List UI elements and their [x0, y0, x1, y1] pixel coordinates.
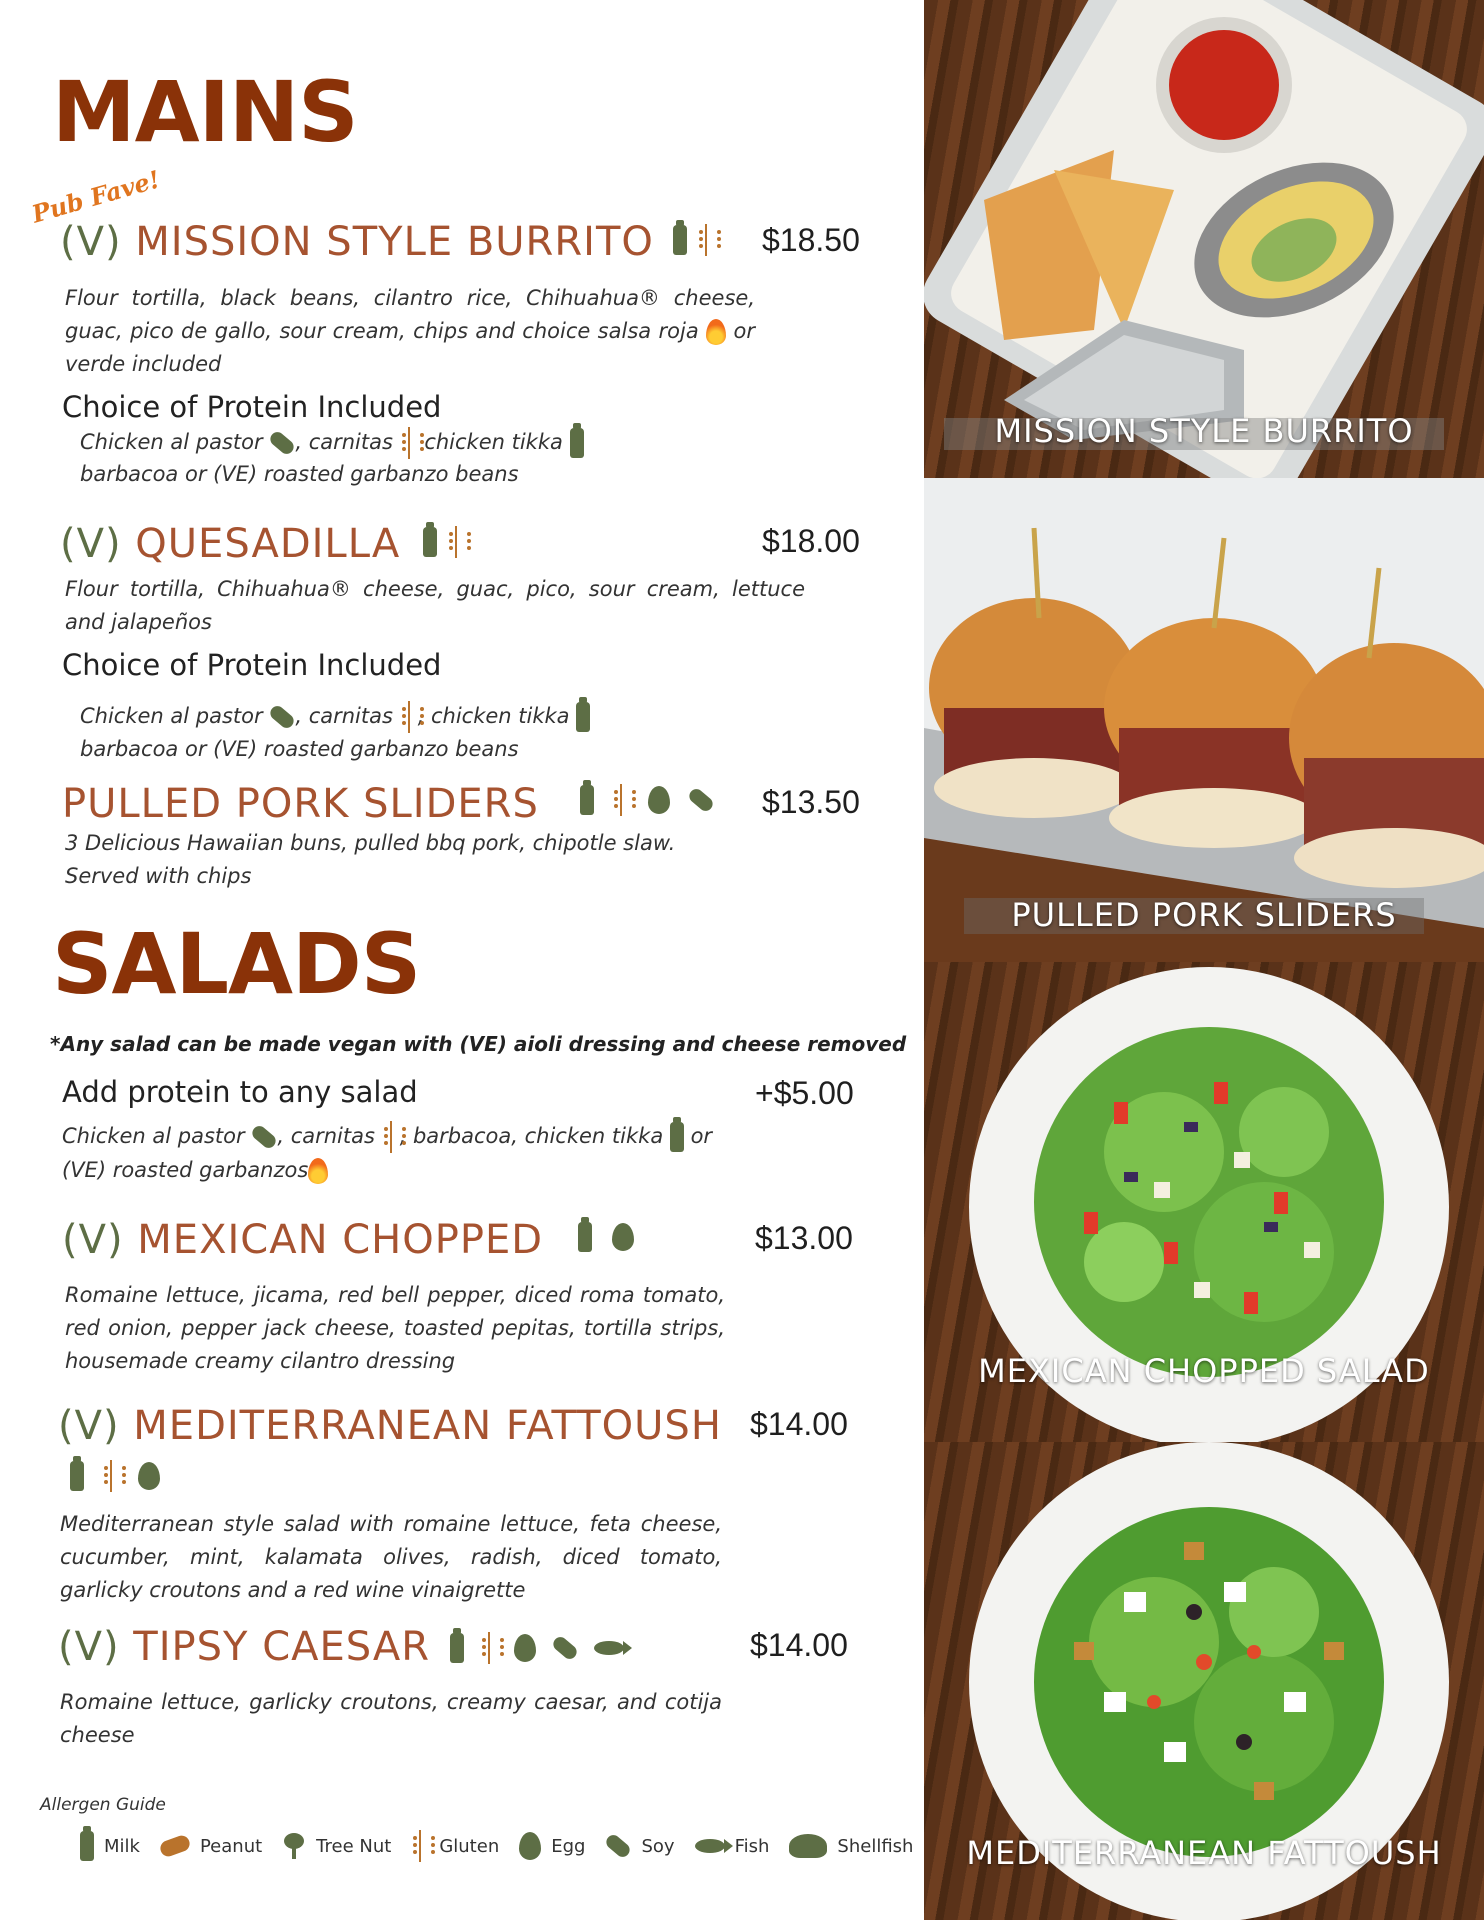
allergen-label: Fish [734, 1835, 770, 1857]
quesadilla-title [60, 521, 401, 567]
mains-heading: MAINS [52, 63, 358, 161]
egg-icon [648, 786, 670, 814]
quesadilla-allergens [423, 526, 465, 558]
add-protein-label: Add protein to any salad [62, 1075, 418, 1109]
shellfish-icon [789, 1834, 827, 1858]
tree-nut-icon [282, 1833, 306, 1859]
fattoush-allergens [70, 1460, 160, 1492]
spicy-flame-icon [706, 319, 726, 345]
quesadilla-protein-line1 [80, 700, 590, 733]
add-protein-options-line1 [62, 1120, 712, 1153]
milk-icon [423, 527, 437, 557]
caesar-name: TIPSY CAESAR [133, 1624, 431, 1670]
chopped-allergens [578, 1222, 634, 1252]
milk-icon [80, 1831, 94, 1861]
fattoush-title [58, 1403, 722, 1449]
burrito-desc-part1: Flour tortilla, black beans, cilantro rice, Chihuahua® cheese, guac, pico de gallo, sour cream, chips and choice salsa roja [65, 286, 755, 343]
egg-icon [138, 1462, 160, 1490]
quesadilla-description: Flour tortilla, Chihuahua® cheese, guac, pico, sour cream, lettuce and jalapeños [65, 577, 805, 634]
sliders-price: $13.50 [762, 784, 860, 820]
burrito-name: MISSION STYLE BURRITO [135, 219, 654, 265]
quesadilla-protein-line2: barbacoa or (VE) roasted garbanzo beans [80, 737, 519, 761]
quesadilla-name: QUESADILLA [135, 521, 401, 567]
milk-icon [576, 702, 590, 732]
burrito-illustration [924, 0, 1484, 478]
burrito-price: $18.50 [762, 222, 860, 258]
vegetarian-prefix: (V) [58, 1403, 120, 1449]
egg-icon [514, 1634, 536, 1662]
burrito-photo-label: MISSION STYLE BURRITO [994, 412, 1414, 450]
fattoush-name: MEDITERRANEAN FATTOUSH [133, 1403, 722, 1449]
allergen-label: Soy [641, 1835, 675, 1857]
allergen-label: Tree Nut [316, 1835, 392, 1857]
milk-icon [670, 1122, 684, 1152]
sliders-allergens [580, 784, 714, 816]
caesar-title [58, 1624, 431, 1670]
burrito-protein-line2: barbacoa or (VE) roasted garbanzo beans [80, 462, 519, 486]
egg-icon [612, 1223, 634, 1251]
gluten-icon [447, 526, 465, 558]
soy-icon [268, 429, 297, 456]
protein-option: , carnitas [295, 430, 393, 454]
protein-option: Chicken al pastor [80, 704, 263, 728]
chopped-price: $13.00 [755, 1220, 853, 1256]
pub-fave-badge: Pub Fave! [28, 164, 164, 229]
spicy-flame-icon [308, 1158, 328, 1184]
protein-option: or [690, 1124, 713, 1148]
chopped-name: MEXICAN CHOPPED [137, 1217, 544, 1263]
caesar-price: $14.00 [750, 1627, 848, 1663]
protein-option: , chicken tikka [417, 704, 570, 728]
milk-icon [673, 225, 687, 255]
burrito-description [65, 282, 755, 381]
protein-option: chicken tikka [424, 430, 563, 454]
sliders-description-line1: 3 Delicious Hawaiian buns, pulled bbq pork, chipotle slaw. [65, 831, 676, 855]
burrito-choice-label: Choice of Protein Included [62, 390, 442, 424]
milk-icon [70, 1461, 84, 1491]
vegan-note: *Any salad can be made vegan with (VE) aioli dressing and cheese removed [50, 1032, 907, 1056]
gluten-icon [102, 1460, 120, 1492]
sliders-photo [924, 478, 1484, 962]
chopped-salad-photo-label: MEXICAN CHOPPED SALAD [978, 1352, 1430, 1390]
gluten-icon [612, 784, 630, 816]
fattoush-price: $14.00 [750, 1406, 848, 1442]
protein-option: , barbacoa, chicken tikka [399, 1124, 664, 1148]
quesadilla-choice-label: Choice of Protein Included [62, 648, 442, 682]
allergen-label: Shellfish [837, 1835, 914, 1857]
gluten-icon [697, 224, 715, 256]
caesar-allergens [450, 1632, 624, 1664]
fattoush-description: Mediterranean style salad with romaine lettuce, feta cheese, cucumber, mint, kalamata olives, radish, diced tomato, garlicky croutons and a red wine vinaigrette [60, 1512, 722, 1602]
burrito-desc-part2: or verde included [65, 319, 755, 376]
vegetarian-prefix: (V) [60, 521, 122, 567]
quesadilla-price: $18.00 [762, 523, 860, 559]
allergen-guide-title: Allergen Guide [40, 1795, 166, 1815]
allergen-label: Egg [551, 1835, 586, 1857]
caesar-description: Romaine lettuce, garlicky croutons, creamy caesar, and cotija cheese [60, 1690, 722, 1747]
gluten-icon [400, 701, 418, 733]
burrito-photo [924, 0, 1484, 478]
sliders-photo-label: PULLED PORK SLIDERS [1011, 896, 1397, 934]
gluten-icon [400, 427, 418, 459]
milk-icon [450, 1633, 464, 1663]
soy-icon [250, 1123, 279, 1150]
fattoush-photo [924, 1442, 1484, 1920]
chopped-salad-photo [924, 962, 1484, 1442]
fattoush-photo-label: MEDITERRANEAN FATTOUSH [966, 1834, 1442, 1872]
protein-option: (VE) roasted garbanzos [62, 1158, 309, 1182]
protein-option: Chicken al pastor [80, 430, 263, 454]
fish-icon [594, 1641, 624, 1655]
soy-icon [687, 786, 716, 813]
egg-icon [519, 1832, 541, 1860]
milk-icon [580, 785, 594, 815]
allergen-label: Milk [104, 1835, 140, 1857]
protein-option: Chicken al pastor [62, 1124, 245, 1148]
milk-icon [578, 1222, 592, 1252]
soy-icon [551, 1634, 580, 1661]
salads-heading: SALADS [52, 915, 421, 1013]
soy-icon [604, 1832, 633, 1859]
chopped-description: Romaine lettuce, jicama, red bell pepper, diced roma tomato, red onion, pepper jack cheese, toasted pepitas, tortilla strips, housemade creamy cilantro dressing [65, 1283, 725, 1373]
burrito-allergens [673, 224, 715, 256]
gluten-icon [411, 1830, 429, 1862]
gluten-icon [382, 1121, 400, 1153]
sliders-illustration [924, 478, 1484, 962]
add-protein-price: +$5.00 [755, 1075, 854, 1111]
allergen-label: Peanut [199, 1835, 263, 1857]
peanut-icon [158, 1833, 192, 1858]
vegetarian-prefix: (V) [60, 219, 122, 265]
allergen-legend [80, 1830, 923, 1862]
allergen-label: Gluten [439, 1835, 500, 1857]
chopped-title [62, 1217, 544, 1263]
burrito-title [60, 219, 654, 265]
protein-option: , carnitas [295, 704, 393, 728]
vegetarian-prefix: (V) [58, 1624, 120, 1670]
protein-option: , carnitas [277, 1124, 375, 1148]
add-protein-options-line2 [62, 1154, 328, 1187]
soy-icon [268, 703, 297, 730]
gluten-icon [480, 1632, 498, 1664]
vegetarian-prefix: (V) [62, 1217, 124, 1263]
sliders-title: PULLED PORK SLIDERS [62, 781, 539, 827]
fish-icon [695, 1839, 725, 1853]
sliders-description-line2: Served with chips [65, 864, 252, 888]
burrito-protein-line1 [80, 426, 584, 459]
milk-icon [570, 428, 584, 458]
